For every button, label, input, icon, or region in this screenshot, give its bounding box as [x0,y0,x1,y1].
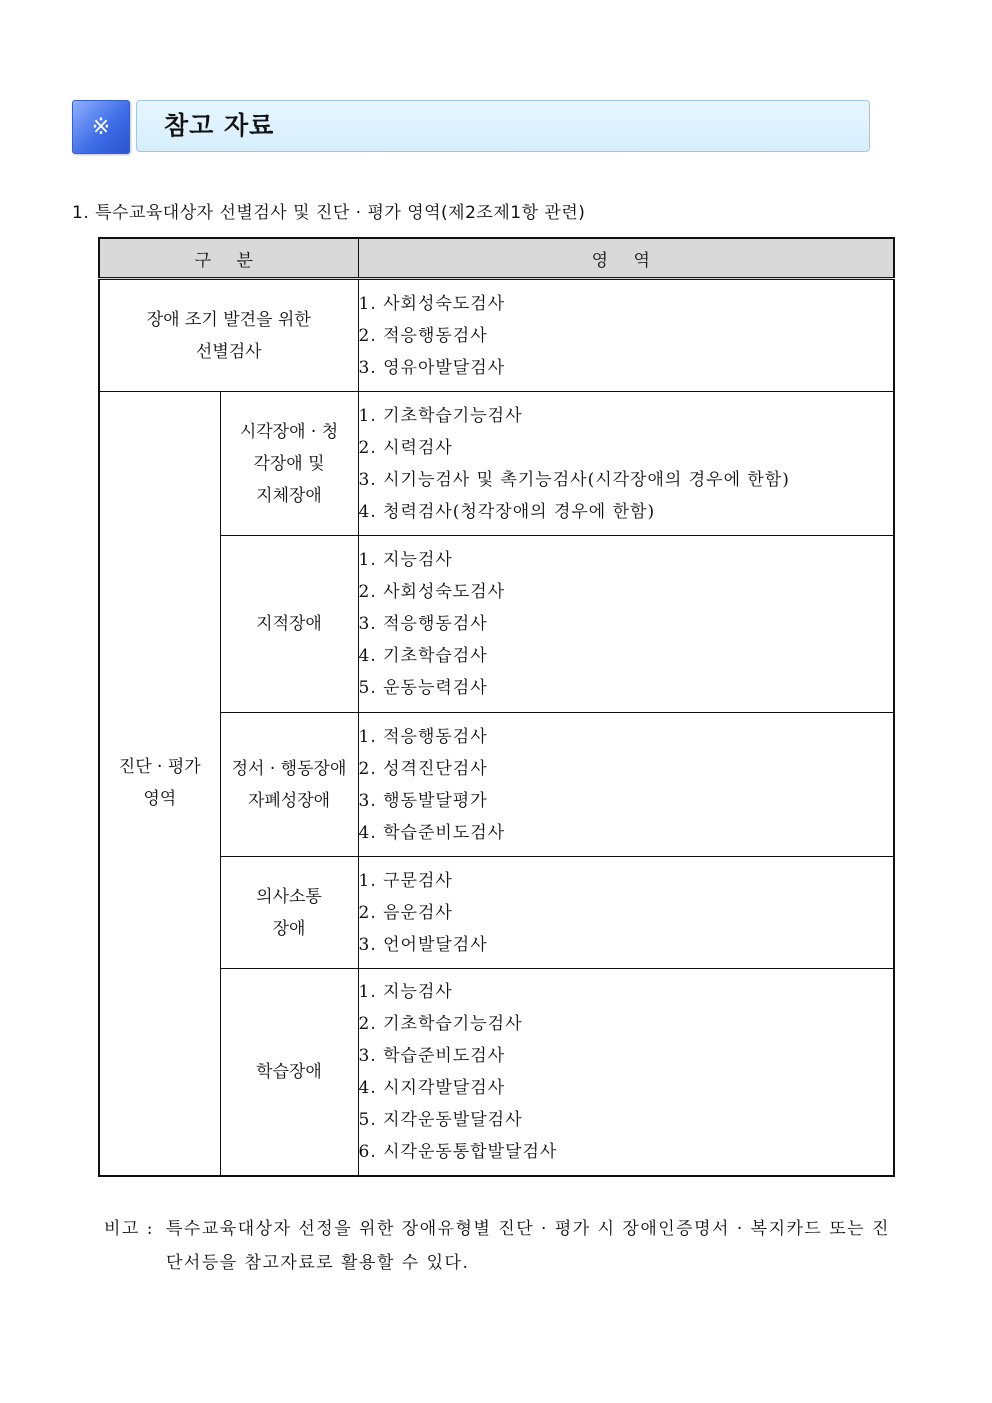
list-item: 1. 적응행동검사 [358,726,488,747]
table-row-screening [99,279,894,392]
list-item: 3. 적응행동검사 [358,614,488,634]
group-items-visual-hearing-physical [358,392,894,536]
group-label-line: 시각장애 · 청 [239,421,339,442]
list-item: 2. 적응행동검사 [358,325,488,346]
list-item: 1. 사회성숙도검사 [358,293,506,314]
list-item: 1. 구문검사 [358,870,453,891]
group-label-learning [220,969,358,1176]
group-label-line: 자폐성장애 [247,790,331,811]
diagnosis-label-line2: 영역 [143,789,177,810]
list-item: 2. 시력검사 [358,437,453,458]
list-item: 3. 시기능검사 및 촉기능검사(시각장애의 경우에 한함) [358,469,790,490]
header-area: 영 역 [358,238,894,279]
group-label-communication [220,857,358,969]
page-title: 참고 자료 [164,111,275,140]
list-item: 4. 시지각발달검사 [358,1077,506,1098]
list-item: 4. 기초학습검사 [358,646,488,666]
list-item: 3. 영유아발달검사 [358,357,506,378]
diagnosis-label-line1: 진단 · 평가 [118,757,201,778]
group-label-line: 정서 · 행동장애 [231,758,347,779]
group-label-line: 각장애 및 [253,453,325,474]
reference-mark-icon: ※ [72,100,130,154]
group-items-intellectual [358,536,894,713]
screening-label-line2: 선별검사 [195,341,262,362]
list-item: 6. 시각운동통합발달검사 [358,1141,558,1162]
table-header-row [99,238,894,279]
group-items-emotional-autism [358,713,894,857]
group-label-emotional-autism [220,713,358,857]
note-label: 비고 : [104,1219,154,1239]
screening-label-line1: 장애 조기 발견을 위한 [146,309,311,330]
group-label-line: 의사소통 [256,886,322,907]
list-item: 2. 사회성숙도검사 [358,582,506,602]
list-item: 3. 언어발달검사 [358,934,488,955]
note-text: 특수교육대상자 선정을 위한 장애유형별 진단 · 평가 시 장애인증명서 · 복지카드 또는 진단서등을 참고자료로 활용할 수 있다. [166,1219,890,1273]
group-label-visual-hearing-physical [220,392,358,536]
screening-label [99,279,358,392]
section-heading: 1. 특수교육대상자 선별검사 및 진단 · 평가 영역(제2조제1항 관련) [72,203,586,223]
list-item: 2. 음운검사 [358,902,453,923]
list-item: 5. 지각운동발달검사 [358,1109,523,1130]
screening-items [358,279,894,392]
group-label-intellectual [220,536,358,713]
group-label-line: 지적장애 [256,614,322,634]
header-category: 구 분 [99,238,358,279]
list-item: 1. 지능검사 [358,550,453,570]
list-item: 1. 기초학습기능검사 [358,405,523,426]
list-item: 1. 지능검사 [358,981,453,1002]
diagnosis-label [99,392,220,1176]
table-row-visual-hearing-physical [99,392,894,536]
list-item: 4. 청력검사(청각장애의 경우에 한함) [358,501,656,522]
group-label-line: 지체장애 [256,485,322,506]
list-item: 2. 성격진단검사 [358,758,488,779]
note [104,1212,894,1280]
list-item: 4. 학습준비도검사 [358,822,506,843]
group-label-line: 장애 [272,918,306,939]
list-item: 5. 운동능력검사 [358,678,488,698]
list-item: 3. 행동발달평가 [358,790,488,811]
group-items-communication [358,857,894,969]
list-item: 3. 학습준비도검사 [358,1045,506,1066]
group-items-learning [358,969,894,1176]
reference-table [98,237,895,1177]
group-label-line: 학습장애 [256,1061,322,1082]
list-item: 2. 기초학습기능검사 [358,1013,523,1034]
